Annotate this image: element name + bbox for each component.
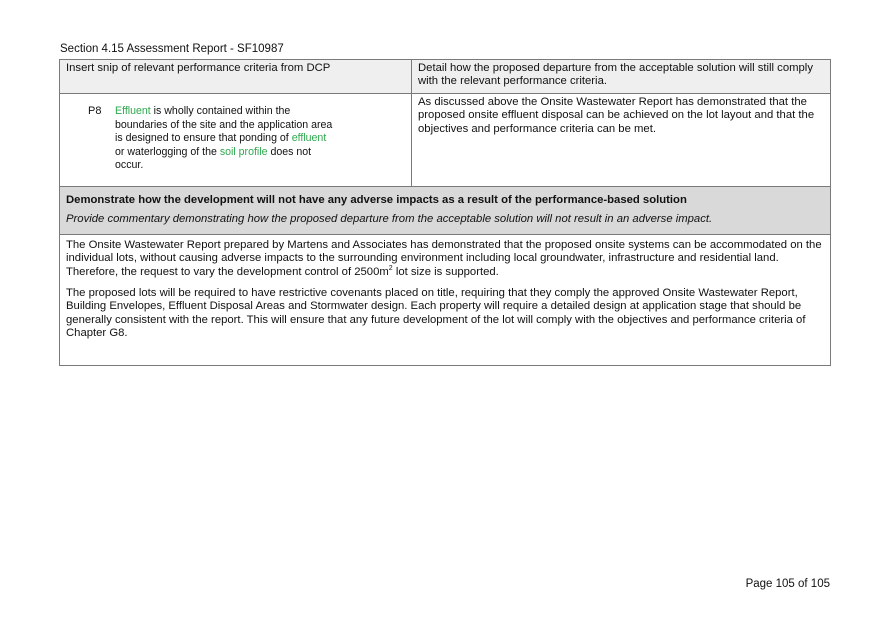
criteria-part: Effluent — [115, 105, 151, 117]
header-left-cell: Insert snip of relevant performance criteria from DCP — [60, 60, 412, 93]
table-header-row — [60, 60, 830, 94]
compliance-detail-cell: As discussed above the Onsite Wastewater Report has demonstrated that the proposed onsite effluent disposal can be achieved on the lot layout and that the objectives and performance criteria can be met. — [418, 96, 815, 135]
para1-text: The Onsite Wastewater Report prepared by Martens and Associates has demonstrated that the proposed onsite systems can be accommodated on the individual lots, without causing adverse impacts to the surrounding environment including local groundwater, infrastructure and residential land. Therefore, the request to vary the development control of 2500m — [66, 239, 822, 278]
superscript: 2 — [388, 265, 393, 273]
commentary-row — [60, 235, 830, 365]
commentary-paragraph-1 — [66, 239, 828, 279]
criteria-part: is wholly contained within the boundaries of the site and the application area is designed to ensure that ponding of — [115, 105, 333, 144]
page-number: Page 105 of 105 — [745, 578, 830, 590]
criteria-text — [115, 105, 337, 173]
section-header: Section 4.15 Assessment Report - SF10987 — [60, 43, 284, 55]
commentary-paragraph-2: The proposed lots will be required to have restrictive covenants placed on title, requiring that they comply the approved Onsite Wastewater Report, Building Envelopes, Effluent Disposal Areas and Stormwater design. Each property will require a detailed design at application stage that should be generally consistent with the report. This will ensure that any future development of the lot will comply with the objectives and performance criteria of Chapter G8. — [66, 287, 806, 340]
criteria-label: P8 — [88, 105, 102, 117]
assessment-table — [59, 59, 831, 366]
criteria-part: or waterlogging of the — [115, 145, 220, 158]
header-right-cell: Detail how the proposed departure from the acceptable solution will still comply with the relevant performance criteria. — [418, 62, 813, 88]
demonstrate-row — [60, 187, 830, 235]
criteria-part: effluent — [291, 132, 327, 144]
demonstrate-subtitle: Provide commentary demonstrating how the proposed departure from the acceptable solution will not result in an adverse impact. — [66, 213, 713, 225]
criteria-part: soil profile — [219, 145, 268, 158]
para1-end: lot size is supported. — [392, 265, 499, 278]
criteria-part: does not occur. — [115, 145, 312, 171]
performance-criteria-row — [60, 94, 830, 187]
demonstrate-title: Demonstrate how the development will not have any adverse impacts as a result of the performance-based solution — [66, 194, 687, 206]
dcp-snip-cell — [60, 94, 412, 186]
